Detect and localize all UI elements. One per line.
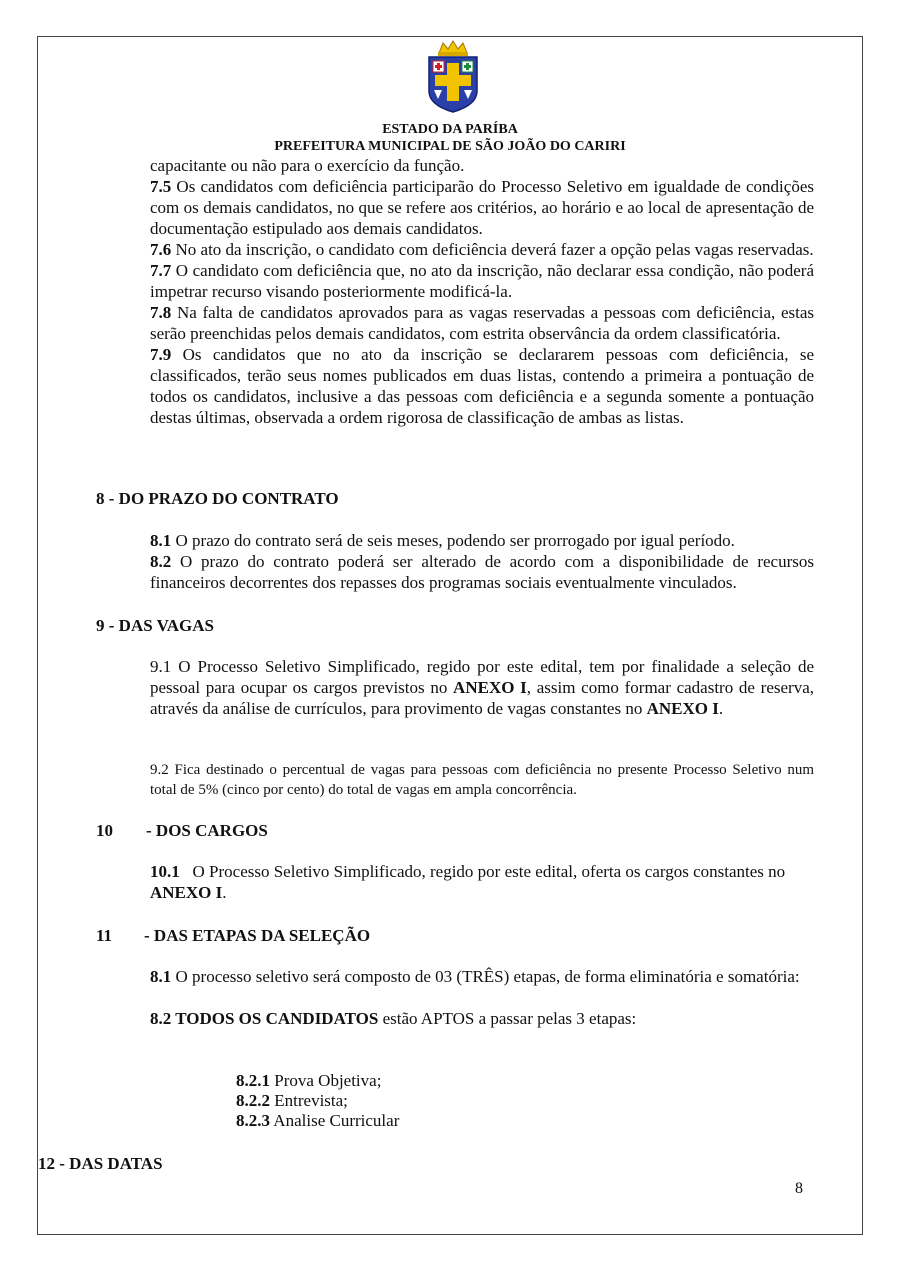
section-10-heading: - DOS CARGOS	[146, 821, 268, 840]
section-11-number: 11	[96, 926, 113, 945]
header-prefecture: PREFEITURA MUNICIPAL DE SÃO JOÃO DO CARIRI	[274, 139, 626, 154]
section-8	[150, 530, 814, 593]
section-9-1: 9.1 O Processo Seletivo Simplificado, regido por este edital, tem por finalidade a seleção de pessoal para ocupar os cargos previstos no ANEXO I, assim como formar cadastro de reserva, através da análise de currículos, para provimento de vagas constantes no ANEXO I.	[150, 657, 814, 718]
municipal-coat-of-arms-icon	[425, 39, 481, 114]
section-9-2: 9.2 Fica destinado o percentual de vagas para pessoas com deficiência no presente Processo Seletivo num total de 5% (cinco por cento) do total de vagas em ampla concorrência.	[150, 762, 814, 798]
step-8-2-1: 8.2.1 Prova Objetiva;	[236, 1071, 382, 1090]
item-11-8-1: 8.1 O processo seletivo será composto de 03 (TRÊS) etapas, de forma eliminatória e somatória:	[150, 967, 800, 986]
section-10-number: 10	[96, 821, 113, 840]
item-8-2: 8.2 O prazo do contrato poderá ser alterado de acordo com a disponibilidade de recursos financeiros decorrentes dos repasses dos programas sociais eventualmente vinculados.	[150, 552, 814, 592]
item-7-7: 7.7 O candidato com deficiência que, no ato da inscrição, não declarar essa condição, não poderá impetrar recurso visando posteriormente modificá-la.	[150, 261, 814, 301]
header-state: ESTADO DA PARÍBA	[382, 122, 518, 137]
section-7	[150, 155, 814, 428]
item-7-6: 7.6 No ato da inscrição, o candidato com deficiência deverá fazer a opção pelas vagas reservadas.	[150, 240, 814, 259]
continuation-text: capacitante ou não para o exercício da função.	[150, 156, 465, 175]
item-11-8-2: 8.2 TODOS OS CANDIDATOS estão APTOS a passar pelas 3 etapas:	[150, 1009, 637, 1028]
item-8-1: 8.1 O prazo do contrato será de seis meses, podendo ser prorrogado por igual período.	[150, 531, 735, 550]
step-8-2-3: 8.2.3 Analise Curricular	[236, 1111, 400, 1130]
section-9-heading: 9 - DAS VAGAS	[96, 616, 214, 635]
step-8-2-2: 8.2.2 Entrevista;	[236, 1091, 348, 1110]
item-7-5: 7.5 Os candidatos com deficiência participarão do Processo Seletivo em igualdade de condições com os demais candidatos, no que se refere aos critérios, ao horário e ao local de apresentação de documentação estipulado aos demais candidatos.	[150, 177, 814, 238]
item-10-1: 10.1 O Processo Seletivo Simplificado, regido por este edital, oferta os cargos constantes no ANEXO I.	[150, 862, 786, 902]
section-12-heading: 12 - DAS DATAS	[38, 1154, 163, 1173]
page-number: 8	[795, 1180, 803, 1197]
item-7-9: 7.9 Os candidatos que no ato da inscrição se declararem pessoas com deficiência, se classificados, terão seus nomes publicados em duas listas, contendo a primeira a pontuação de todos os candidatos, inclusive a das pessoas com deficiência e a segunda somente a pontuação destas últimas, observada a ordem rigorosa de classificação de ambas as listas.	[150, 345, 814, 427]
section-8-heading: 8 - DO PRAZO DO CONTRATO	[96, 489, 339, 508]
item-7-8: 7.8 Na falta de candidatos aprovados para as vagas reservadas a pessoas com deficiência, estas serão preenchidas pelos demais candidatos, com estrita observância da ordem classificatória.	[150, 303, 814, 343]
section-11-heading: - DAS ETAPAS DA SELEÇÃO	[144, 926, 371, 945]
